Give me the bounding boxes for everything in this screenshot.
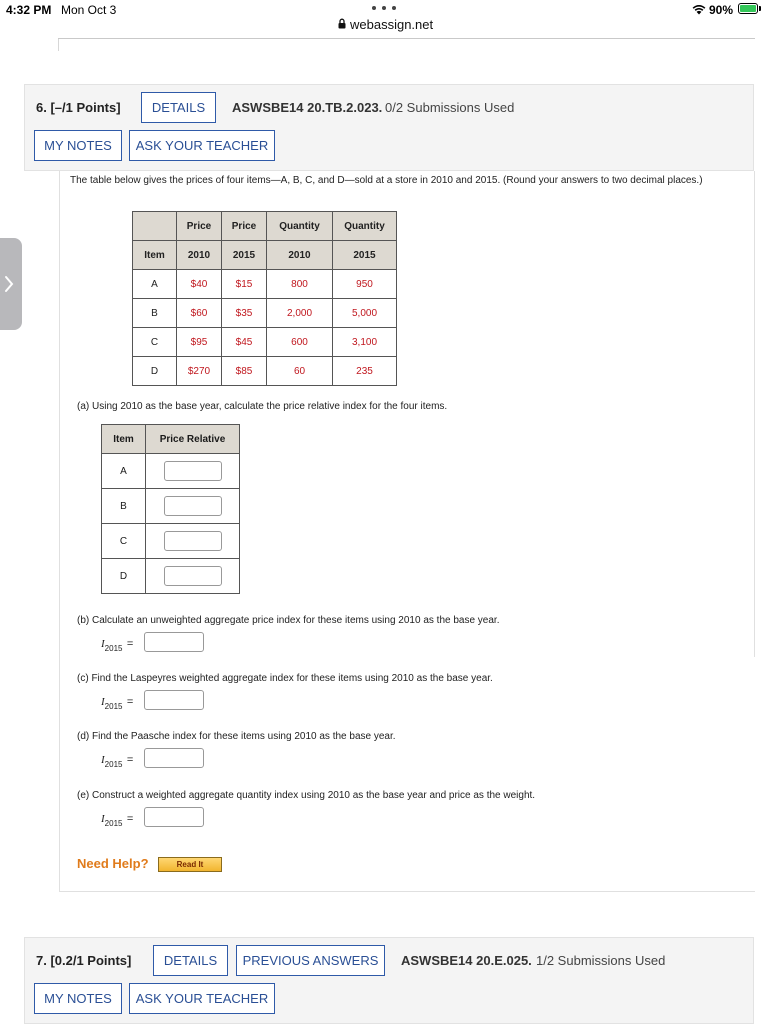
table-header-cell: 2015 [222,241,267,270]
content-border [59,171,60,891]
divider [58,39,59,51]
price-relative-d-input[interactable] [164,566,222,586]
table-cell: $85 [222,357,267,386]
index-symbol: I [101,813,105,825]
table-row [102,454,240,489]
table-header-cell: Item [133,241,177,270]
index-label-d [101,750,133,769]
table-header-cell [133,212,177,241]
status-date: Mon Oct 3 [61,3,117,17]
part-d-prompt: (d) Find the Paasche index for these items using 2010 as the base year. [77,731,396,742]
table-cell: $270 [177,357,222,386]
index-subscript: 2015 [104,819,123,829]
table-cell: $60 [177,299,222,328]
previous-answers-button[interactable]: PREVIOUS ANSWERS [236,945,385,976]
table-row [102,559,240,594]
wifi-icon [692,4,706,15]
need-help-label: Need Help? [77,856,149,871]
table-header-cell: 2015 [333,241,397,270]
part-d-input[interactable] [144,748,204,768]
price-quantity-table [132,211,397,386]
price-relative-a-input[interactable] [164,461,222,481]
table-cell: $95 [177,328,222,357]
table-row [102,524,240,559]
table-cell: $35 [222,299,267,328]
chevron-right-icon [4,275,14,293]
index-subscript: 2015 [104,760,123,770]
table-cell: 60 [267,357,333,386]
index-symbol: I [101,638,105,650]
index-subscript: 2015 [104,702,123,712]
part-e-input[interactable] [144,807,204,827]
table-cell: $40 [177,270,222,299]
table-header-cell: Quantity [267,212,333,241]
table-cell: B [133,299,177,328]
question-6-code: ASWSBE14 20.TB.2.023. [232,100,383,115]
table-cell: $45 [222,328,267,357]
table-header-cell: Quantity [333,212,397,241]
index-symbol: I [101,754,105,766]
table-row [133,328,397,357]
part-c-input[interactable] [144,690,204,710]
table-header-cell: 2010 [267,241,333,270]
table-header-cell: Price [222,212,267,241]
equals-sign: = [126,638,134,650]
ask-your-teacher-button[interactable]: ASK YOUR TEACHER [129,130,275,161]
battery-nub [759,6,761,11]
table-cell: A [102,454,146,489]
index-symbol: I [101,696,105,708]
question-7-submissions: 1/2 Submissions Used [536,953,666,968]
index-label-c [101,692,133,711]
details-button[interactable]: DETAILS [153,945,228,976]
table-header-cell: Price Relative [146,425,240,454]
index-label-e [101,809,133,828]
table-cell: B [102,489,146,524]
table-cell: 800 [267,270,333,299]
question-6-submissions: 0/2 Submissions Used [385,100,515,115]
part-b-prompt: (b) Calculate an unweighted aggregate price index for these items using 2010 as the base year. [77,615,500,626]
table-row [102,489,240,524]
question-7-number: 7. [0.2/1 Points] [36,953,132,968]
details-button[interactable]: DETAILS [141,92,216,123]
part-c-prompt: (c) Find the Laspeyres weighted aggregate index for these items using 2010 as the base year. [77,673,493,684]
battery-icon [738,3,758,14]
table-cell: 3,100 [333,328,397,357]
table-cell: 600 [267,328,333,357]
my-notes-button[interactable]: MY NOTES [34,130,122,161]
price-relative-c-input[interactable] [164,531,222,551]
part-e-prompt: (e) Construct a weighted aggregate quantity index using 2010 as the base year and price as the weight. [77,790,536,801]
table-cell: 950 [333,270,397,299]
table-row [133,299,397,328]
table-cell: C [102,524,146,559]
divider [58,38,755,39]
table-header-cell: Item [102,425,146,454]
table-cell: 5,000 [333,299,397,328]
table-header-cell: 2010 [177,241,222,270]
multitasking-dots-icon[interactable] [372,6,396,12]
question-7-code: ASWSBE14 20.E.025. [401,953,532,968]
part-b-input[interactable] [144,632,204,652]
question-intro: The table below gives the prices of four items—A, B, C, and D—sold at a store in 2010 and 2015. (Round your answers to two decimal places.) [70,175,703,186]
question-6-number: 6. [–/1 Points] [36,100,121,115]
lock-icon [338,18,346,29]
table-cell: 235 [333,357,397,386]
battery-percent: 90% [709,3,734,17]
ask-your-teacher-button[interactable]: ASK YOUR TEACHER [129,983,275,1014]
table-cell: D [102,559,146,594]
side-panel-toggle[interactable] [0,238,22,330]
table-header-cell: Price [177,212,222,241]
equals-sign: = [126,696,134,708]
table-cell: A [133,270,177,299]
index-label-b [101,634,133,653]
my-notes-button[interactable]: MY NOTES [34,983,122,1014]
content-border [754,171,755,657]
table-cell: $15 [222,270,267,299]
price-relative-table [101,424,240,594]
table-cell: D [133,357,177,386]
equals-sign: = [126,754,134,766]
table-row [133,270,397,299]
read-it-button[interactable]: Read It [158,857,222,872]
equals-sign: = [126,813,134,825]
address-bar-url[interactable]: webassign.net [350,17,434,32]
table-cell: 2,000 [267,299,333,328]
table-cell: C [133,328,177,357]
part-a-prompt: (a) Using 2010 as the base year, calculate the price relative index for the four items. [77,401,448,412]
price-relative-b-input[interactable] [164,496,222,516]
content-border [59,891,755,892]
table-row [133,357,397,386]
status-time: 4:32 PM [6,3,52,17]
index-subscript: 2015 [104,644,123,654]
